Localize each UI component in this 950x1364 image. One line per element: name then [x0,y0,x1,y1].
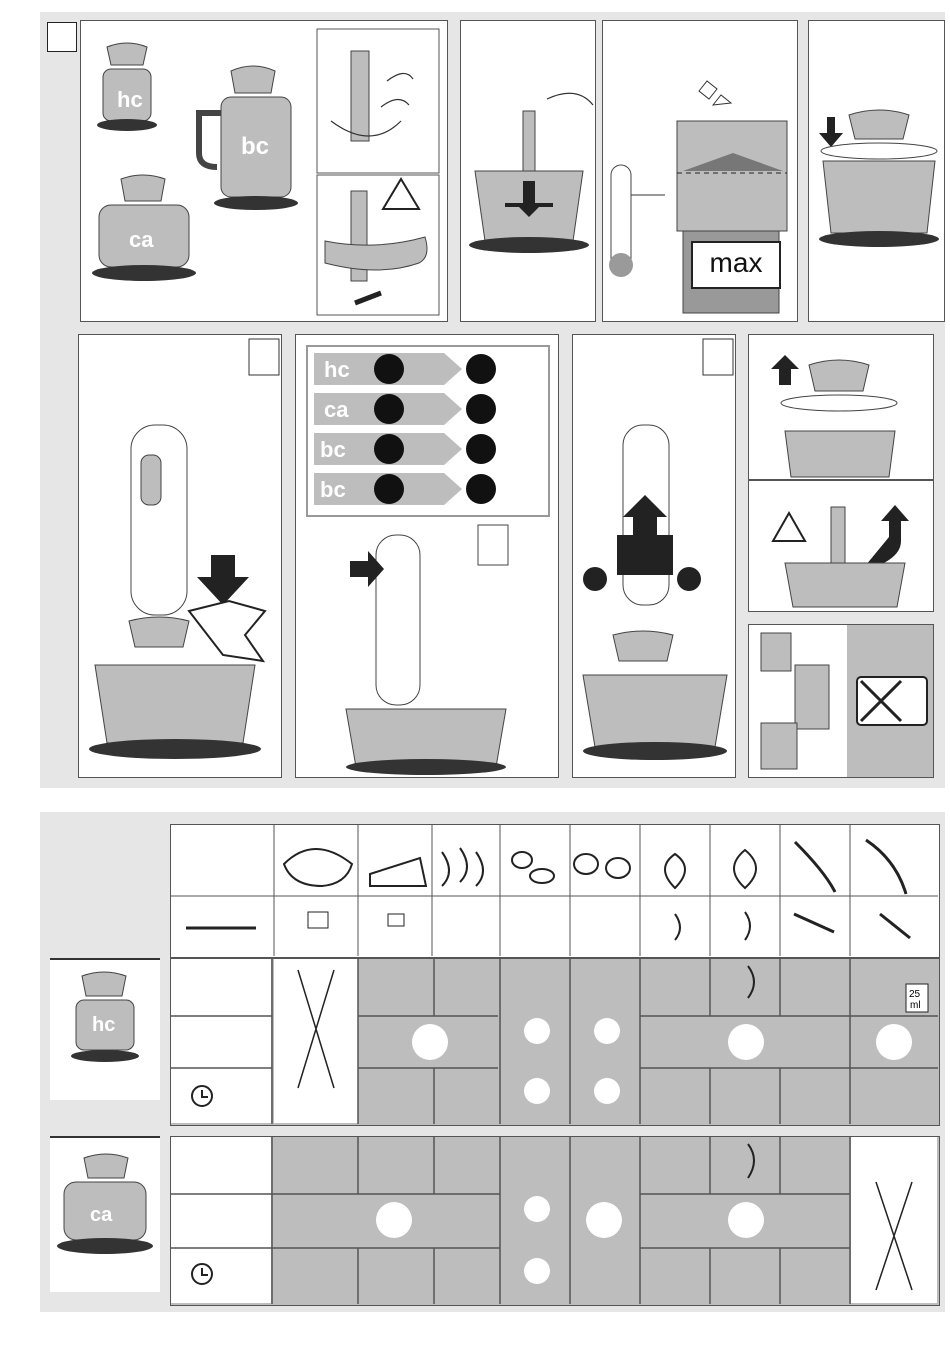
no-power-icon [249,339,279,375]
walnut-icon [574,854,598,874]
meat-icon [284,849,352,886]
detach-motor-illustration [573,335,737,779]
panel-remove-blade [748,480,934,612]
speed-dot [524,1258,550,1284]
panel-put-lid [808,20,945,322]
ca-accessory-thumb: ca [50,1136,160,1292]
nuts-icon [512,852,532,868]
speed-dot [412,1024,448,1060]
garlic-icon [734,850,756,888]
pause-icon [466,434,496,464]
play-icon [374,394,404,424]
panel-max-fill [602,20,798,322]
pause-icon [466,394,496,424]
play-icon [374,354,404,384]
hc-accessory-thumb: hc [50,958,160,1100]
panel-detach-motor [572,334,736,778]
pause-icon [466,354,496,384]
onion-piece-icon [675,914,680,940]
speed-row: bc [314,433,540,465]
cubes-icon [308,912,328,928]
panel-attach-motor [78,334,282,778]
speed-row: ca [314,393,540,425]
thermometer-icon [609,253,633,277]
remove-lid-illustration [749,335,935,481]
bc-label: bc [241,133,270,160]
not-allowed-icon [876,1182,912,1290]
speed-dot [524,1018,550,1044]
panel-speed-operate [295,334,559,778]
pause-icon [466,474,496,504]
speed-dot [728,1202,764,1238]
play-icon [374,434,404,464]
chili-icon [866,840,906,894]
measure-unit: ml [910,1000,921,1011]
panel-remove-lid [748,334,934,480]
release-button-right-icon [677,567,701,591]
carrot-icon [795,842,835,892]
garlic-clove-icon [748,1144,754,1178]
play-icon [374,474,404,504]
remove-blade-illustration [749,481,935,613]
speed-dot [594,1078,620,1104]
accessories-illustration [81,21,449,323]
ca-label: ca [129,227,154,252]
microwave-icon [857,677,927,725]
speed-dot [586,1202,622,1238]
max-label: max [691,241,781,289]
onion-icon [665,854,685,888]
panel-insert-blade [460,20,596,322]
hc-label: hc [117,87,143,112]
no-microwave-illustration [749,625,935,779]
step-badge [47,22,77,52]
speed-dot [524,1196,550,1222]
wall-socket-icon [478,525,508,565]
speed-row: hc [314,353,540,385]
speed-dot [524,1078,550,1104]
panel-accessories [80,20,448,322]
not-allowed-icon [298,970,334,1088]
release-button-left-icon [583,567,607,591]
attach-motor-illustration [79,335,283,779]
garlic-clove-icon [748,966,754,998]
speed-dot [594,1018,620,1044]
chili-piece-icon [880,914,910,938]
put-lid-illustration [809,21,946,323]
speed-dot [876,1024,912,1060]
insert-blade-illustration [461,21,597,323]
cut-warning-icon [773,513,805,541]
speed-dot [376,1202,412,1238]
measure-amount: 25 [909,989,921,1000]
garlic-clove-icon [745,912,750,940]
hc-table-grid [170,958,938,1124]
ingredient-header-grid [170,824,938,956]
speed-dot [728,1024,764,1060]
ca-table-grid [170,1136,938,1304]
small-cubes-icon [388,914,404,926]
herbs-icon [442,848,483,886]
carrot-piece-icon [794,914,834,932]
panel-no-microwave [748,624,934,778]
speed-row: bc [314,473,540,505]
no-power-icon [703,339,733,375]
cheese-icon [370,858,426,886]
